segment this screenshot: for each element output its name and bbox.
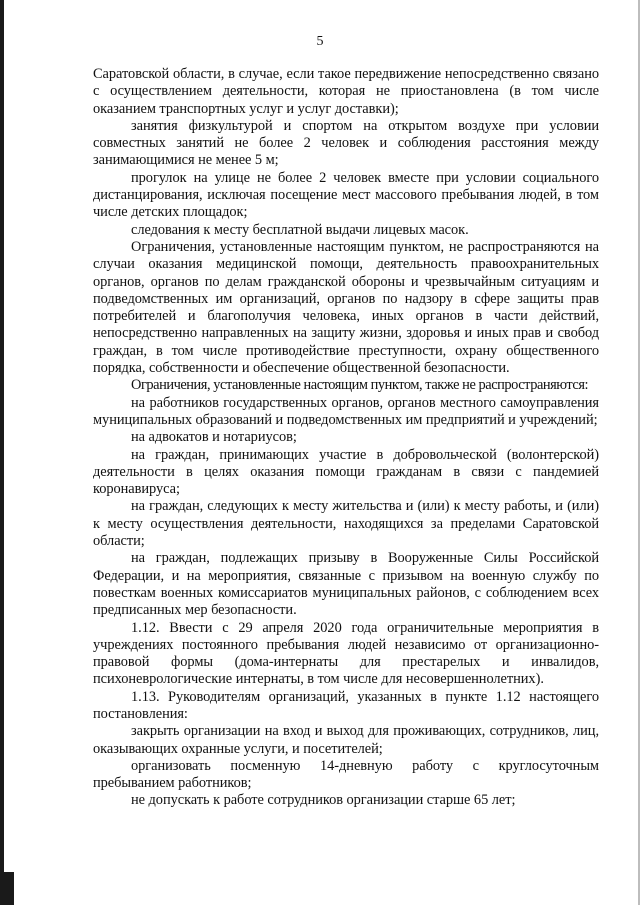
paragraph: закрыть организации на вход и выход для проживающих, сотрудников, лиц, оказывающих охранные услуги, и посетителей; <box>93 723 599 757</box>
paragraph: Ограничения, установленные настоящим пунктом, не распространяются на случаи оказания медицинской помощи, деятельность правоохранительных органов, органов по делам гражданской обороны и чрезвычайным ситуациям и подведомственных им организаций, органов по надзору в сфере защиты прав потребителей и благополучия человека, иных органов в части действий, непосредственно направленных на защиту жизни, здоровья и иных прав и свобод граждан, в том числе противодействие преступности, охрану общественного порядка, собственности и обеспечение общественной безопасности. <box>93 238 599 377</box>
paragraph: на граждан, принимающих участие в добровольческой (волонтерской) деятельности в целях оказания помощи гражданам в связи с пандемией коронавируса; <box>93 446 599 498</box>
paragraph: не допускать к работе сотрудников организации старше 65 лет; <box>131 792 516 809</box>
page-number: 5 <box>316 34 324 49</box>
document-body <box>93 66 599 810</box>
paragraph: организовать посменную 14-дневную работу с круглосуточным пребыванием работников; <box>93 757 599 792</box>
paragraph: на адвокатов и нотариусов; <box>131 429 297 446</box>
scan-border-left <box>0 0 4 905</box>
paragraph: Саратовской области, в случае, если такое передвижение непосредственно связано с осуществлением деятельности, которая не приостановлена (в том числе оказанием транспортных услуг и услуг доставки); <box>93 66 599 117</box>
paragraph: 1.13. Руководителям организаций, указанных в пункте 1.12 настоящего постановления: <box>93 688 599 722</box>
scan-border-bottom-left <box>0 872 14 905</box>
paragraph: на граждан, следующих к месту жительства и (или) к месту работы, и (или) к месту осуществления деятельности, находящихся за пределами Саратовской области; <box>93 498 599 550</box>
paragraph: занятия физкультурой и спортом на открытом воздухе при условии совместных занятий не более 2 человек и соблюдения расстояния между занимающимися не менее 5 м; <box>93 117 599 169</box>
paragraph: на граждан, подлежащих призыву в Вооруженные Силы Российской Федерации, и на мероприятия, связанные с призывом на военную службу по повесткам военных комиссариатов муниципальных районов, с соблюдением всех предписанных мер безопасности. <box>93 550 599 619</box>
paragraph: 1.12. Ввести с 29 апреля 2020 года ограничительные мероприятия в учреждениях постоянного пребывания людей независимо от организационно-правовой формы (дома-интернаты для престарелых и инвалидов, психоневрологические интернаты, в том числе для несовершеннолетних). <box>93 619 599 688</box>
paragraph: Ограничения, установленные настоящим пунктом, также не распространяются: <box>131 377 589 394</box>
paragraph: на работников государственных органов, органов местного самоуправления муниципальных образований и подведомственных им предприятий и учреждений; <box>93 394 599 428</box>
paragraph: прогулок на улице не более 2 человек вместе при условии социального дистанцирования, исключая посещение мест массового пребывания людей, в том числе детских площадок; <box>93 169 599 221</box>
paragraph: следования к месту бесплатной выдачи лицевых масок. <box>131 221 469 238</box>
